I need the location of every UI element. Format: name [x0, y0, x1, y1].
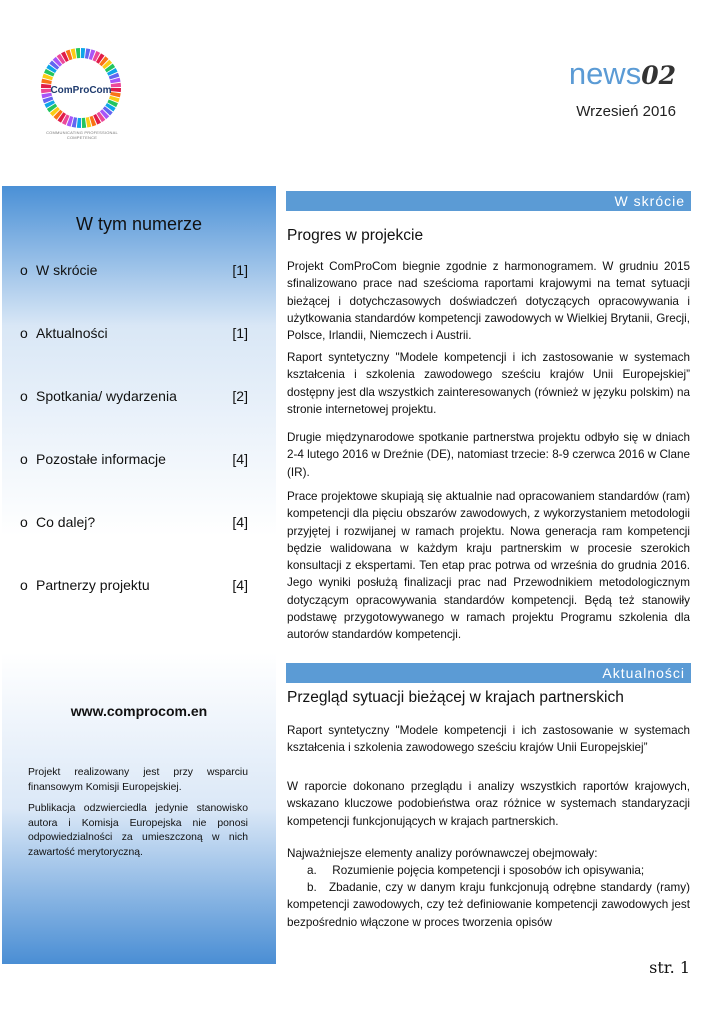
toc-label: Aktualności [36, 325, 108, 341]
paragraph: Projekt ComProCom biegnie zgodnie z harmonogramem. W grudniu 2015 sfinalizowano prace nad sześcioma raportami krajowymi na temat sytuacji bieżącej i dotychczasowych doświadczeń dotyczących opracowywania i użytkowania standardów kompetencji zawodowych w Wielkiej Brytanii, Grecji, Polsce, Irlandii, Niemczech i Austrii. [287, 260, 690, 343]
toc-bullet: o [20, 577, 28, 593]
list-marker: b. [307, 881, 317, 894]
logo-ring-segment [111, 83, 121, 87]
list-text: Zbadanie, czy w danym kraju funkcjonują odrębne standardy (ramy) kompetencji zawodowych, czy też definiowanie kompetencji zawodowych jest bezpośrednio włączone w proces tworzenia opisów [287, 881, 690, 929]
paragraph: Prace projektowe skupiają się aktualnie nad opracowaniem standardów (ram) kompetencji dla pięciu obszarów zawodowych, z wykorzystaniem metodologii przyjętej i rozwijanej w ramach projektu. Nowa generacja ram kompetencji będzie walidowana w każdym kraju partnerskim w procesie szerokich konsultacji z ekspertami. Ten etap prac potrwa od września do grudnia 2016. Jego wyniki posłużą finalizacji prac nad Przewodnikiem metodologicznym dotyczącym opracowywania standardów kompetencji. Będą też stanowiły podstawę przygotowywanego w ramach projektu Programu szkolenia dla autorów standardów kompetencji. [287, 490, 690, 642]
toc-page: [1] [232, 262, 248, 278]
logo-ring-segment [77, 118, 81, 128]
toc-page: [2] [232, 388, 248, 404]
logo-text: ComProCom [50, 85, 112, 96]
logo-ring-segment [76, 48, 80, 58]
paragraph: W raporcie dokonano przeglądu i analizy wszystkich raportów krajowych, wskazano kluczowe podobieństwa oraz różnice w systemach standaryzacji kompetencji funkcjonujących w krajach partnerskich. [287, 780, 690, 828]
page-number: str. 1 [649, 958, 690, 977]
disclaimer-note: Publikacja odzwierciedla jedynie stanowisko autora i Komisja Europejska nie ponosi odpowiedzialności za umieszczoną w nich zawartość merytoryczną. [28, 803, 248, 858]
toc-page: [4] [232, 577, 248, 593]
logo-ring-segment [81, 48, 85, 58]
website-link[interactable]: www.comprocom.en [70, 703, 208, 719]
list-text: Rozumienie pojęcia kompetencji i sposobów ich opisywania; [332, 864, 645, 877]
toc-label: Partnerzy projektu [36, 577, 150, 593]
toc-page: [1] [232, 325, 248, 341]
section-bar-aktualnosci: Aktualności [286, 663, 691, 683]
toc-title: W tym numerze [75, 214, 203, 234]
logo-ring-segment [82, 118, 86, 128]
news-word: news [568, 56, 642, 91]
toc-bullet: o [20, 325, 28, 341]
list-marker: a. [307, 864, 317, 877]
issue-number: 02 [641, 61, 676, 90]
list-item [287, 879, 690, 931]
logo-ring-segment [111, 88, 121, 92]
paragraph: Raport syntetyczny "Modele kompetencji i ich zastosowanie w systemach kształcenia i szkolenia zawodowego sześciu krajów Unii Europejskiej” [287, 724, 690, 755]
logo-subtitle: COMMUNICATING PROFESSIONAL COMPETENCE [46, 130, 118, 140]
toc-label: Pozostałe informacje [36, 451, 166, 467]
funding-note: Projekt realizowany jest przy wsparciu finansowym Komisji Europejskiej. [28, 767, 248, 793]
section-heading: Przegląd sytuacji bieżącej w krajach partnerskich [287, 689, 624, 706]
section-heading: Progres w projekcie [287, 227, 424, 244]
toc-label: Co dalej? [36, 514, 96, 530]
paragraph: Najważniejsze elementy analizy porównawczej obejmowały: [287, 847, 598, 860]
toc-bullet: o [20, 451, 28, 467]
toc-page: [4] [232, 451, 248, 467]
toc-bullet: o [20, 388, 28, 404]
list-item [287, 862, 690, 879]
newsletter-title [569, 56, 676, 92]
toc-bullet: o [20, 262, 28, 278]
section-bar-w-skrocie: W skrócie [286, 191, 691, 211]
toc-label: Spotkania/ wydarzenia [36, 388, 177, 404]
comprocom-ring-logo-icon [38, 44, 124, 134]
paragraph: Drugie międzynarodowe spotkanie partnerstwa projektu odbyło się w dniach 2-4 lutego 2016 w Dreźnie (DE), natomiast trzecie: 8-9 czerwca 2016 w Clane (IR). [287, 431, 690, 479]
paragraph: Raport syntetyczny "Modele kompetencji i ich zastosowanie w systemach kształcenia i szkolenia zawodowego sześciu krajów Unii Europejskiej” dostępny jest dla wszystkich zainteresowanych (również w języku polskim) na stronie internetowej projektu. [287, 351, 690, 416]
toc-bullet: o [20, 514, 28, 530]
issue-date: Wrzesień 2016 [576, 103, 676, 120]
toc-label: W skrócie [36, 262, 98, 278]
toc-page: [4] [232, 514, 248, 530]
